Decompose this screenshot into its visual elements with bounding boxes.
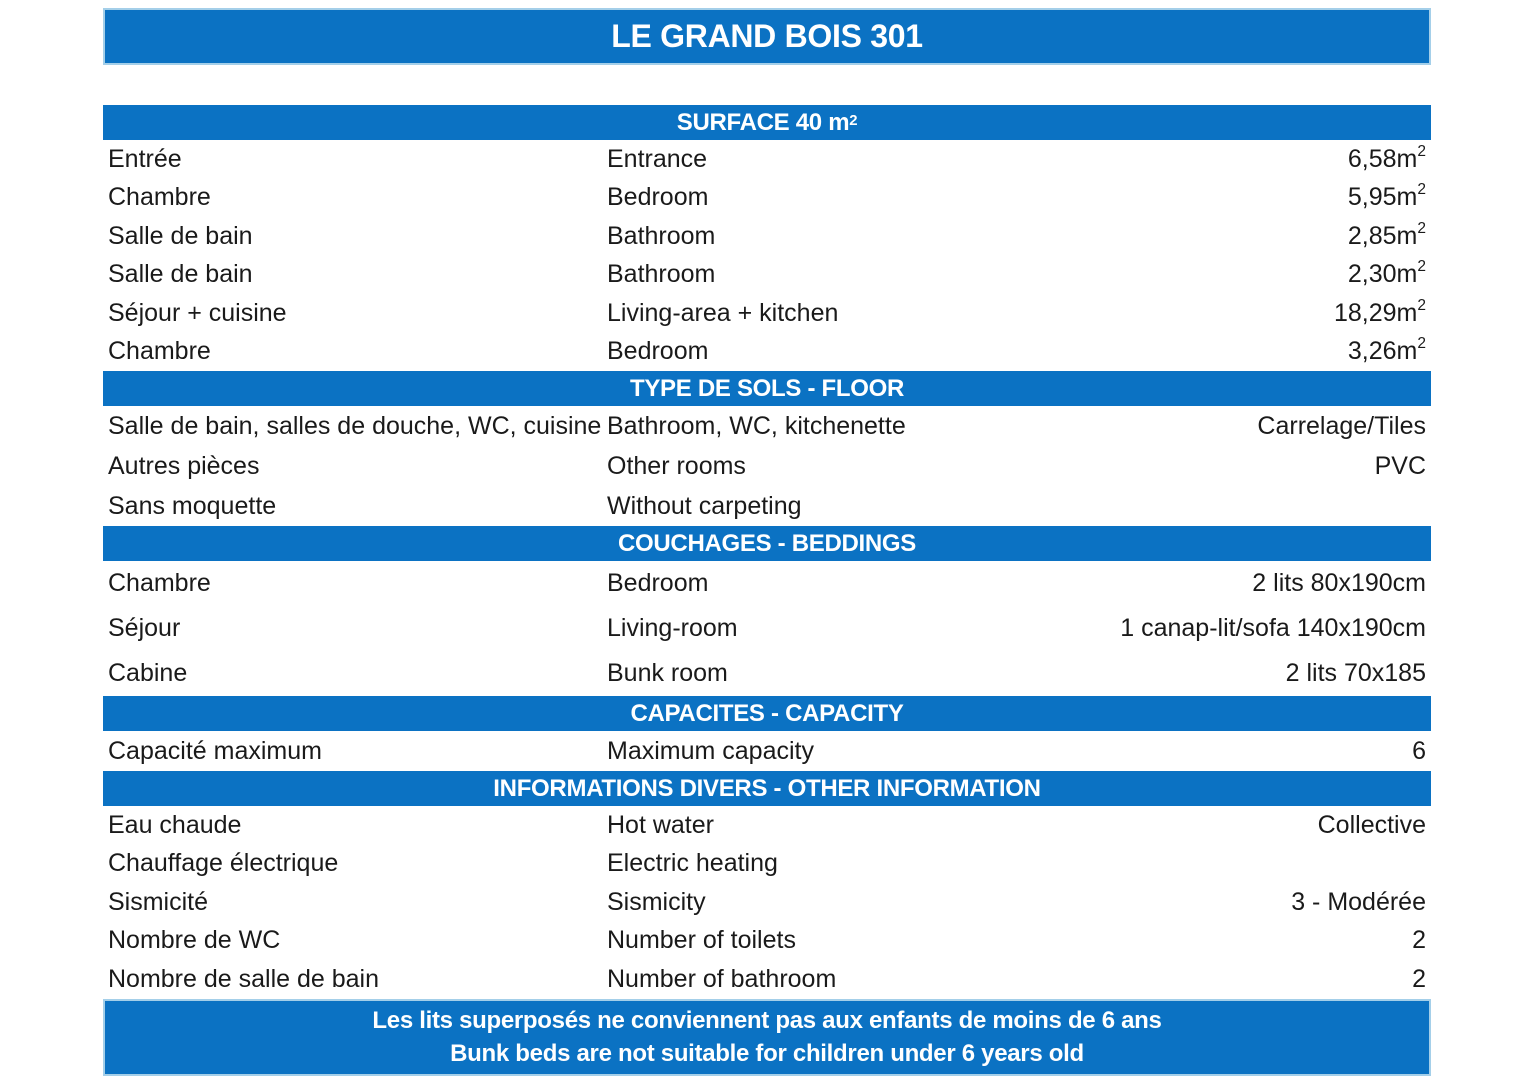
table-row [103, 731, 1431, 771]
row-label-en: Other rooms [607, 451, 746, 480]
row-label-en: Sismicity [607, 887, 706, 916]
row-label-fr: Eau chaude [108, 810, 242, 839]
spec-table [103, 105, 1431, 999]
table-row [103, 960, 1431, 999]
table-row [103, 294, 1431, 333]
table-row [103, 140, 1431, 179]
row-label-en: Bedroom [607, 337, 709, 366]
row-label-fr: Salle de bain, salles de douche, WC, cuisine [108, 411, 602, 440]
footer-note [103, 999, 1431, 1076]
row-label-fr: Nombre de salle de bain [108, 964, 379, 993]
row-label-fr: Séjour [108, 614, 181, 642]
table-row [103, 606, 1431, 651]
section [103, 526, 1431, 696]
row-label-fr: Capacité maximum [108, 736, 322, 765]
row-label-fr: Cabine [108, 659, 188, 687]
row-label-fr: Salle de bain [108, 221, 253, 250]
row-label-fr: Sans moquette [108, 491, 277, 520]
section-header: TYPE DE SOLS - FLOOR [103, 371, 1431, 406]
row-label-en: Bathroom, WC, kitchenette [607, 411, 906, 440]
section [103, 696, 1431, 771]
table-row [103, 922, 1431, 961]
row-label-en: Maximum capacity [607, 736, 814, 765]
table-row [103, 651, 1431, 696]
table-row [103, 845, 1431, 884]
row-label-en: Without carpeting [607, 491, 802, 520]
row-label-fr: Chambre [108, 337, 211, 366]
row-label-en: Number of bathroom [607, 964, 837, 993]
table-row [103, 217, 1431, 256]
row-label-en: Bathroom [607, 221, 716, 250]
row-label-fr: Chambre [108, 183, 211, 212]
table-row [103, 883, 1431, 922]
row-label-en: Number of toilets [607, 926, 796, 955]
table-row [103, 486, 1431, 526]
row-value: 3 - Modérée [1291, 887, 1426, 916]
row-value: Collective [1317, 810, 1426, 839]
row-value: 2 [1412, 926, 1426, 955]
table-row [103, 256, 1431, 295]
row-label-fr: Nombre de WC [108, 926, 281, 955]
row-label-en: Entrance [607, 144, 708, 173]
table-row [103, 179, 1431, 218]
row-value: 1 canap-lit/sofa 140x190cm [1120, 614, 1426, 642]
row-label-fr: Salle de bain [108, 260, 253, 289]
section-header: CAPACITES - CAPACITY [103, 696, 1431, 731]
row-label-fr: Autres pièces [108, 451, 260, 480]
row-value: 2 [1412, 964, 1426, 993]
table-row [103, 406, 1431, 446]
row-value: $2,85m^2$ [1347, 219, 1426, 250]
row-value: PVC [1374, 451, 1426, 480]
row-value: $2,30m^2$ [1347, 258, 1426, 289]
section-header: SURFACE 40 m $^2$ [103, 105, 1431, 140]
footer-line-fr: Les lits superposés ne conviennent pas aux enfants de moins de 6 ans [372, 1006, 1162, 1034]
section [103, 371, 1431, 526]
row-value: 2 lits 80x190cm [1252, 569, 1426, 597]
footer-line-en: Bunk beds are not suitable for children under 6 years old [450, 1039, 1084, 1067]
row-label-en: Living-area + kitchen [607, 298, 839, 327]
row-value: 2 lits 70x185 [1285, 659, 1426, 687]
row-label-en: Hot water [607, 810, 714, 839]
row-label-en: Bedroom [607, 569, 709, 597]
section-header: COUCHAGES - BEDDINGS [103, 526, 1431, 561]
row-label-en: Bedroom [607, 183, 709, 212]
section [103, 105, 1431, 371]
row-label-en: Bunk room [607, 659, 728, 687]
row-value: 6 [1412, 736, 1426, 765]
row-label-en: Electric heating [607, 849, 778, 878]
row-label-en: Living-room [607, 614, 738, 642]
row-value: $5,95m^2$ [1347, 181, 1426, 212]
row-value: $3,26m^2$ [1347, 335, 1426, 366]
row-value: $6,58m^2$ [1347, 142, 1426, 173]
page-title: LE GRAND BOIS 301 [103, 8, 1431, 65]
apartment-spec-sheet [103, 8, 1431, 1076]
row-label-en: Bathroom [607, 260, 716, 289]
section-header: INFORMATIONS DIVERS - OTHER INFORMATION [103, 771, 1431, 806]
table-row [103, 333, 1431, 372]
row-label-fr: Chauffage électrique [108, 849, 339, 878]
row-label-fr: Chambre [108, 569, 211, 597]
table-row [103, 806, 1431, 845]
section [103, 771, 1431, 999]
table-row [103, 561, 1431, 606]
row-value: Carrelage/Tiles [1257, 411, 1426, 440]
row-label-fr: Entrée [108, 144, 182, 173]
row-value: $18,29m^2$ [1333, 296, 1426, 327]
table-row [103, 446, 1431, 486]
row-label-fr: Séjour + cuisine [108, 298, 287, 327]
row-label-fr: Sismicité [108, 887, 209, 916]
